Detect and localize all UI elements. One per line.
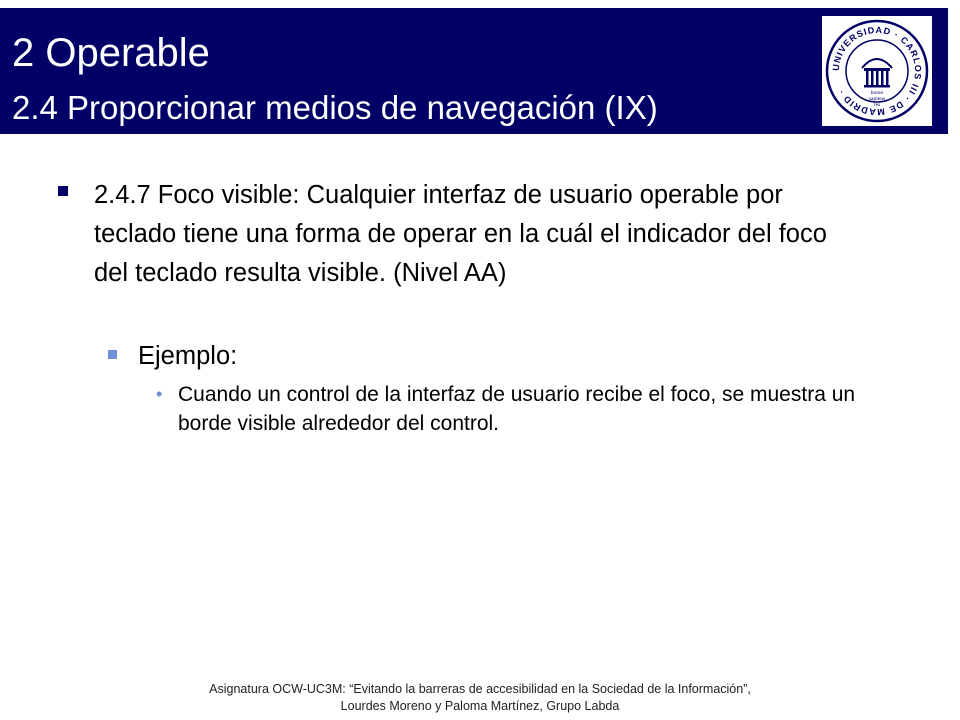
svg-text:homo: homo <box>870 90 884 96</box>
dot-bullet-icon: • <box>156 384 163 404</box>
slide-footer <box>0 681 960 715</box>
square-bullet-icon <box>58 186 68 196</box>
example-heading: Ejemplo: <box>138 342 238 370</box>
footer-line-2: Lourdes Moreno y Paloma Martínez, Grupo Labda <box>340 699 620 713</box>
example-text: Cuando un control de la interfaz de usuario recibe el foco, se muestra un borde visible alrededor del control. <box>178 383 856 435</box>
square-bullet-icon <box>108 350 117 359</box>
svg-text:UNIVERSIDAD · CARLOS III · DE: UNIVERSIDAD · CARLOS III · DE MADRID · <box>830 24 924 118</box>
slide-title: 2 Operable <box>12 31 210 75</box>
svg-text:res: res <box>873 102 881 108</box>
slide-subtitle: 2.4 Proporcionar medios de navegación (IX) <box>12 89 658 126</box>
svg-text:sapiens: sapiens <box>868 96 886 102</box>
criterion-text: 2.4.7 Foco visible: Cualquier interfaz de usuario operable por teclado tiene una forma de operar en la cuál el indicador del foco del teclado resulta visible. (Nivel AA) <box>94 181 827 287</box>
footer-line-1: Asignatura OCW-UC3M: “Evitando la barreras de accesibilidad en la Sociedad de la Información”, <box>209 682 751 696</box>
